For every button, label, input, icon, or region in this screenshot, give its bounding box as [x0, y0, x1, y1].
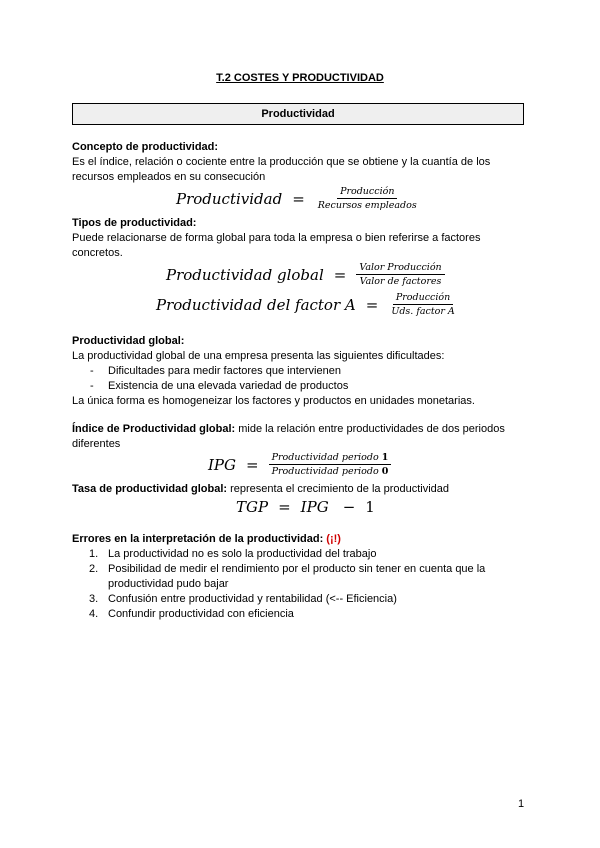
formula-equals: =	[292, 189, 305, 208]
section-title-box	[72, 103, 524, 125]
formula-productividad-factor	[156, 292, 458, 317]
list-item	[72, 592, 532, 607]
formula-ipg	[208, 452, 391, 477]
formula-numerator: Valor Producción	[356, 262, 444, 275]
item-text: Posibilidad de medir el rendimiento por el producto sin tener en cuenta que la productividad pudo bajar	[108, 563, 486, 590]
formula-lhs: Productividad del factor A	[156, 295, 356, 314]
denominator-period: 0	[381, 466, 389, 477]
indice-block	[72, 422, 532, 452]
list-item: - Existencia de una elevada variedad de productos	[72, 379, 532, 394]
formula-numerator	[269, 452, 392, 465]
formula-denominator	[269, 465, 392, 477]
global-block	[72, 334, 532, 409]
formula-denominator: Uds. factor A	[391, 306, 455, 317]
tasa-heading: Tasa de productividad global:	[72, 483, 228, 495]
errores-heading: Errores en la interpretación de la productividad:	[72, 533, 324, 545]
global-heading: Productividad global:	[72, 335, 185, 347]
tipos-block	[72, 216, 532, 261]
list-item	[72, 547, 532, 562]
tasa-text: representa el crecimiento de la productividad	[227, 483, 450, 495]
formula-minus: −	[342, 498, 356, 516]
list-item: - Dificultades para medir factores que intervienen	[72, 364, 532, 379]
formula-lhs: TGP	[236, 498, 269, 516]
page-number: 1	[518, 798, 525, 810]
formula-fraction	[356, 262, 444, 287]
list-item	[72, 607, 532, 622]
formula-equals: =	[278, 498, 291, 516]
formula-equals: =	[246, 455, 259, 474]
concepto-text: Es el índice, relación o cociente entre la producción que se obtiene y la cuantía de los recursos empleados en su consecución	[72, 156, 491, 183]
global-conclusion: La única forma es homogeneizar los factores y productos en unidades monetarias.	[72, 395, 475, 407]
indice-text: mide la relación entre productividades de dos periodos diferentes	[72, 423, 505, 450]
denominator-text: Productividad periodo	[271, 466, 379, 477]
concepto-block	[72, 140, 532, 185]
formula-lhs: Productividad	[176, 189, 283, 208]
formula-fraction	[388, 292, 457, 317]
indice-heading: Índice de Productividad global:	[72, 423, 236, 435]
dificultades-list	[72, 364, 532, 394]
formula-equals: =	[365, 295, 379, 314]
tasa-block	[72, 482, 532, 497]
item-number: 1.	[89, 548, 99, 560]
alert-marker: (¡!)	[326, 533, 341, 545]
formula-lhs: Productividad global	[166, 265, 324, 284]
document-title: T.2 COSTES Y PRODUCTIVIDAD	[216, 72, 384, 84]
section-title: Productividad	[261, 108, 335, 120]
formula-lhs: IPG	[208, 455, 237, 474]
tipos-text: Puede relacionarse de forma global para toda la empresa o bien referirse a factores concretos.	[72, 232, 481, 259]
formula-one: 1	[365, 498, 375, 516]
item-number: 4.	[89, 608, 99, 620]
item-text: Confundir productividad con eficiencia	[108, 608, 294, 620]
item-number: 3.	[89, 593, 99, 605]
item-text: La productividad no es solo la productividad del trabajo	[108, 548, 377, 560]
formula-fraction	[269, 452, 392, 477]
formula-numerator: Producción	[393, 292, 453, 305]
global-intro: La productividad global de una empresa presenta las siguientes dificultades:	[72, 350, 445, 362]
formula-productividad	[176, 186, 420, 211]
formula-denominator: Recursos empleados	[317, 200, 417, 211]
formula-ipg-term: IPG	[300, 498, 329, 516]
errores-list	[72, 547, 532, 622]
formula-equals: =	[333, 265, 347, 284]
numerator-text: Productividad periodo	[271, 452, 379, 463]
formula-fraction	[315, 186, 420, 211]
list-item	[72, 562, 532, 592]
tipos-heading: Tipos de productividad:	[72, 217, 197, 229]
item-text: Confusión entre productividad y rentabilidad (<-- Eficiencia)	[108, 593, 397, 605]
numerator-period: 1	[381, 452, 389, 463]
errores-block	[72, 532, 532, 622]
formula-tgp	[236, 498, 375, 516]
concepto-heading: Concepto de productividad:	[72, 141, 219, 153]
item-number: 2.	[89, 563, 99, 575]
formula-productividad-global	[166, 262, 445, 287]
formula-denominator: Valor de factores	[359, 276, 442, 287]
formula-numerator: Producción	[337, 186, 397, 199]
